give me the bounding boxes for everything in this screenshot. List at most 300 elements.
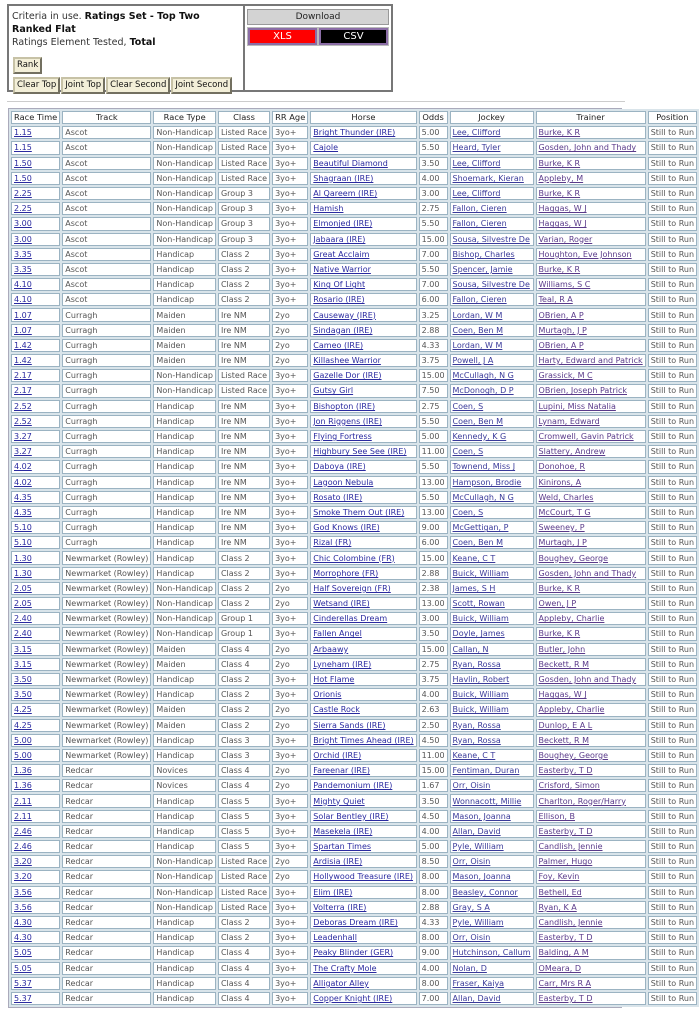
header-horse[interactable]: Horse	[310, 111, 416, 124]
trainer-link[interactable]: Appleby, Charlie	[538, 614, 605, 624]
trainer-link[interactable]: Ellison, B	[538, 811, 575, 821]
cell-race-type: Handicap	[153, 491, 216, 504]
jockey-link[interactable]: Ryan, Rossa	[452, 735, 501, 745]
horse-link[interactable]: Orionis	[313, 690, 342, 700]
joint-top-button[interactable]: Joint Top	[61, 77, 105, 94]
race-time-link[interactable]: 5.05	[14, 963, 32, 973]
horse-link[interactable]: Highbury See See (IRE)	[313, 447, 407, 457]
trainer-link[interactable]: Haggas, W J	[538, 219, 587, 229]
horse-link[interactable]: Bright Times Ahead (IRE)	[313, 735, 414, 745]
horse-link[interactable]: Sierra Sands (IRE)	[313, 720, 386, 730]
trainer-link[interactable]: Burke, K R	[538, 264, 581, 274]
horse-link[interactable]: Beautiful Diamond	[313, 158, 388, 168]
jockey-link[interactable]: Buick, William	[452, 690, 509, 700]
trainer-link[interactable]: Burke, K R	[538, 583, 581, 593]
horse-link[interactable]: Cajole	[313, 143, 339, 153]
race-time-link[interactable]: 3.50	[14, 675, 32, 685]
trainer-link[interactable]: Burke, K R	[538, 189, 581, 199]
race-time-link[interactable]: 1.07	[14, 325, 32, 335]
race-time-link[interactable]: 3.56	[14, 902, 32, 912]
trainer-link[interactable]: Candlish, Jennie	[538, 918, 603, 928]
horse-link[interactable]: Jabaara (IRE)	[313, 234, 366, 244]
trainer-link[interactable]: Gosden, John and Thady	[538, 143, 637, 153]
race-time-link[interactable]: 5.00	[14, 750, 32, 760]
trainer-link[interactable]: Kinirons, A	[538, 477, 582, 487]
cell-rr-age: 3yo+	[272, 551, 308, 564]
race-time-link[interactable]: 3.50	[14, 690, 32, 700]
trainer-link[interactable]: Burke, K R	[538, 158, 581, 168]
race-time-link[interactable]: 3.15	[14, 644, 32, 654]
cell-class: Group 1	[218, 612, 270, 625]
trainer-link[interactable]: Teal, R A	[538, 295, 573, 305]
jockey-link[interactable]: Sousa, Silvestre De	[452, 234, 530, 244]
jockey-link[interactable]: Buick, William	[452, 614, 509, 624]
jockey-link[interactable]: Lordan, W M	[452, 340, 503, 350]
jockey-link[interactable]: Gray, S A	[452, 902, 490, 912]
cell-position: Still to Run	[648, 627, 697, 640]
jockey-link[interactable]: Shoemark, Kieran	[452, 173, 524, 183]
horse-link[interactable]: God Knows (IRE)	[313, 523, 380, 533]
horse-link[interactable]: Cameo (IRE)	[313, 340, 364, 350]
jockey-link[interactable]: James, S H	[452, 583, 496, 593]
trainer-link[interactable]: Appleby, M	[538, 173, 584, 183]
jockey-link[interactable]: Coen, Ben M	[452, 538, 504, 548]
cell-track: Curragh	[62, 445, 151, 458]
trainer-link[interactable]: OBrien, A P	[538, 310, 584, 320]
jockey-link[interactable]: Wonnacott, Millie	[452, 796, 522, 806]
jockey-link[interactable]: Hutchinson, Callum	[452, 948, 531, 958]
header-trainer[interactable]: Trainer	[536, 111, 646, 124]
header-race-type[interactable]: Race Type	[153, 111, 216, 124]
jockey-link[interactable]: Lee, Clifford	[452, 158, 501, 168]
horse-link[interactable]: Shagraan (IRE)	[313, 173, 374, 183]
horse-link[interactable]: Spartan Times	[313, 842, 372, 852]
jockey-link[interactable]: Powell, J A	[452, 356, 494, 366]
trainer-link[interactable]: Candlish, Jennie	[538, 842, 603, 852]
horse-link[interactable]: Alligator Alley	[313, 978, 369, 988]
cell-jockey	[450, 582, 534, 595]
race-time-link[interactable]: 3.56	[14, 887, 32, 897]
jockey-link[interactable]: Lee, Clifford	[452, 189, 501, 199]
race-time-link[interactable]: 5.10	[14, 538, 32, 548]
race-time-link[interactable]: 4.25	[14, 720, 32, 730]
jockey-link[interactable]: Lordan, W M	[452, 310, 503, 320]
jockey-link[interactable]: Ryan, Rossa	[452, 720, 501, 730]
race-time-link[interactable]: 5.10	[14, 523, 32, 533]
table-row	[11, 992, 697, 1005]
jockey-link[interactable]: Orr, Oisin	[452, 933, 491, 943]
horse-link[interactable]: King Of Light	[313, 280, 366, 290]
horse-link[interactable]: Arbaawy	[313, 644, 349, 654]
horse-link[interactable]: The Crafty Mole	[313, 963, 377, 973]
race-time-link[interactable]: 2.17	[14, 371, 32, 381]
horse-link[interactable]: Smoke Them Out (IRE)	[313, 507, 405, 517]
header-jockey[interactable]: Jockey	[450, 111, 534, 124]
jockey-link[interactable]: McGettigan, P	[452, 523, 509, 533]
horse-link[interactable]: Hot Flame	[313, 675, 355, 685]
jockey-link[interactable]: Spencer, Jamie	[452, 264, 513, 274]
horse-link[interactable]: Flying Fortress	[313, 432, 372, 442]
horse-link[interactable]: Causeway (IRE)	[313, 310, 376, 320]
download-csv-button[interactable]: CSV	[319, 28, 388, 45]
trainer-link[interactable]: OBrien, A P	[538, 340, 584, 350]
race-time-link[interactable]: 4.10	[14, 295, 32, 305]
race-time-link[interactable]: 1.50	[14, 158, 32, 168]
race-time-link[interactable]: 4.02	[14, 462, 32, 472]
race-time-link[interactable]: 1.42	[14, 356, 32, 366]
jockey-link[interactable]: Heard, Tyler	[452, 143, 501, 153]
race-time-link[interactable]: 3.20	[14, 872, 32, 882]
race-time-link[interactable]: 3.15	[14, 659, 32, 669]
horse-link[interactable]: Half Sovereign (FR)	[313, 583, 391, 593]
trainer-link[interactable]: Easterby, T D	[538, 993, 593, 1003]
horse-link[interactable]: Fallen Angel	[313, 629, 362, 639]
horse-link[interactable]: Chic Colombine (FR)	[313, 553, 395, 563]
race-time-link[interactable]: 1.30	[14, 568, 32, 578]
table-row	[11, 400, 697, 413]
jockey-link[interactable]: Coen, Ben M	[452, 416, 504, 426]
trainer-link[interactable]: Dunlop, E A L	[538, 720, 593, 730]
cell-race-time	[11, 901, 60, 914]
cell-class: Ire NM	[218, 339, 270, 352]
race-time-link[interactable]: 2.40	[14, 614, 32, 624]
cell-rr-age: 3yo+	[272, 202, 308, 215]
race-time-link[interactable]: 5.05	[14, 948, 32, 958]
cell-trainer	[536, 384, 646, 397]
race-time-link[interactable]: 4.30	[14, 918, 32, 928]
horse-link[interactable]: Deboras Dream (IRE)	[313, 918, 398, 928]
race-time-link[interactable]: 2.11	[14, 796, 32, 806]
jockey-link[interactable]: Havlin, Robert	[452, 675, 510, 685]
horse-link[interactable]: Masekela (IRE)	[313, 826, 373, 836]
trainer-link[interactable]: Appleby, Charlie	[538, 705, 605, 715]
trainer-link[interactable]: Easterby, T D	[538, 766, 593, 776]
trainer-link[interactable]: Gosden, John and Thady	[538, 568, 637, 578]
table-row	[11, 810, 697, 823]
jockey-link[interactable]: Fallon, Cieren	[452, 219, 507, 229]
jockey-link[interactable]: Keane, C T	[452, 750, 496, 760]
race-time-link[interactable]: 4.25	[14, 705, 32, 715]
trainer-link[interactable]: Crisford, Simon	[538, 781, 600, 791]
trainer-link[interactable]: Carr, Mrs R A	[538, 978, 592, 988]
header-track[interactable]: Track	[62, 111, 151, 124]
horse-link[interactable]: Wetsand (IRE)	[313, 599, 370, 609]
race-time-link[interactable]: 3.00	[14, 234, 32, 244]
horse-link[interactable]: Hamish	[313, 204, 344, 214]
horse-link[interactable]: Rizal (FR)	[313, 538, 352, 548]
cell-trainer	[536, 354, 646, 367]
trainer-link[interactable]: Lupini, Miss Natalia	[538, 401, 616, 411]
jockey-link[interactable]: Ryan, Rossa	[452, 659, 501, 669]
trainer-link[interactable]: Burke, K R	[538, 128, 581, 138]
jockey-link[interactable]: Doyle, James	[452, 629, 505, 639]
cell-track: Curragh	[62, 536, 151, 549]
jockey-link[interactable]: Keane, C T	[452, 553, 496, 563]
horse-link[interactable]: Rosato (IRE)	[313, 492, 363, 502]
cell-class: Class 3	[218, 749, 270, 762]
jockey-link[interactable]: Sousa, Silvestre De	[452, 280, 530, 290]
trainer-link[interactable]: Donohoe, R	[538, 462, 586, 472]
jockey-link[interactable]: Nolan, D	[452, 963, 487, 973]
horse-link[interactable]: Jon Riggens (IRE)	[313, 416, 383, 426]
jockey-link[interactable]: Mason, Joanna	[452, 811, 511, 821]
trainer-link[interactable]: Harty, Edward and Patrick	[538, 356, 643, 366]
cell-horse	[310, 749, 416, 762]
jockey-link[interactable]: Pyle, William	[452, 842, 504, 852]
clear-second-button[interactable]: Clear Second	[106, 77, 170, 94]
race-time-link[interactable]: 2.52	[14, 401, 32, 411]
horse-link[interactable]: Lyneham (IRE)	[313, 659, 372, 669]
cell-trainer	[536, 551, 646, 564]
cell-track: Redcar	[62, 870, 151, 883]
race-time-link[interactable]: 2.17	[14, 386, 32, 396]
trainer-link[interactable]: Beckett, R M	[538, 735, 589, 745]
jockey-link[interactable]: Bishop, Charles	[452, 249, 515, 259]
cell-horse	[310, 597, 416, 610]
jockey-link[interactable]: Buick, William	[452, 705, 509, 715]
race-time-link[interactable]: 2.05	[14, 583, 32, 593]
cell-horse	[310, 217, 416, 230]
horse-link[interactable]: Great Acclaim	[313, 249, 370, 259]
jockey-link[interactable]: Callan, N	[452, 644, 489, 654]
cell-horse	[310, 324, 416, 337]
horse-link[interactable]: Pandemonium (IRE)	[313, 781, 393, 791]
race-time-link[interactable]: 2.05	[14, 599, 32, 609]
cell-horse	[310, 521, 416, 534]
jockey-link[interactable]: McDonogh, D P	[452, 386, 514, 396]
horse-link[interactable]: Peaky Blinder (GER)	[313, 948, 394, 958]
horse-link[interactable]: Hollywood Treasure (IRE)	[313, 872, 414, 882]
jockey-link[interactable]: Fentiman, Duran	[452, 766, 520, 776]
jockey-link[interactable]: Buick, William	[452, 568, 509, 578]
cell-trainer	[536, 521, 646, 534]
cell-odds: 7.50	[419, 384, 448, 397]
trainer-link[interactable]: Charlton, Roger/Harry	[538, 796, 626, 806]
jockey-link[interactable]: Lee, Clifford	[452, 128, 501, 138]
horse-link[interactable]: Morrophore (FR)	[313, 568, 379, 578]
cell-race-time	[11, 324, 60, 337]
horse-link[interactable]: Elmonjed (IRE)	[313, 219, 373, 229]
horse-link[interactable]: Sindagan (IRE)	[313, 325, 373, 335]
cell-position: Still to Run	[648, 658, 697, 671]
cell-race-type: Handicap	[153, 688, 216, 701]
race-time-link[interactable]: 1.30	[14, 553, 32, 563]
cell-rr-age: 3yo+	[272, 946, 308, 959]
jockey-link[interactable]: Coen, S	[452, 507, 484, 517]
race-time-link[interactable]: 1.15	[14, 143, 32, 153]
trainer-link[interactable]: Grassick, M C	[538, 371, 593, 381]
horse-link[interactable]: Fareenar (IRE)	[313, 766, 371, 776]
cell-track: Newmarket (Rowley)	[62, 749, 151, 762]
cell-position: Still to Run	[648, 673, 697, 686]
horse-link[interactable]: Solar Bentley (IRE)	[313, 811, 389, 821]
horse-link[interactable]: Daboya (IRE)	[313, 462, 366, 472]
jockey-link[interactable]: Townend, Miss J	[452, 462, 516, 472]
trainer-link[interactable]: Burke, K R	[538, 629, 581, 639]
cell-position: Still to Run	[648, 126, 697, 139]
jockey-link[interactable]: Allan, David	[452, 826, 501, 836]
trainer-link[interactable]: Owen, J P	[538, 599, 577, 609]
download-xls-button[interactable]: XLS	[248, 28, 317, 45]
horse-link[interactable]: Gazelle Dor (IRE)	[313, 371, 382, 381]
race-time-link[interactable]: 3.00	[14, 219, 32, 229]
race-time-link[interactable]: 2.46	[14, 826, 32, 836]
trainer-link[interactable]: Lynam, Edward	[538, 416, 600, 426]
trainer-link[interactable]: Varian, Roger	[538, 234, 593, 244]
trainer-link[interactable]: Easterby, T D	[538, 933, 593, 943]
trainer-link[interactable]: Sweeney, P	[538, 523, 585, 533]
clear-top-button[interactable]: Clear Top	[13, 77, 60, 94]
race-time-link[interactable]: 1.50	[14, 173, 32, 183]
trainer-link[interactable]: Williams, S C	[538, 280, 591, 290]
jockey-link[interactable]: McCullagh, N G	[452, 492, 514, 502]
horse-link[interactable]: Gutsy Girl	[313, 386, 354, 396]
horse-link[interactable]: Native Warrior	[313, 264, 371, 274]
jockey-link[interactable]: Coen, Ben M	[452, 325, 504, 335]
trainer-link[interactable]: Beckett, R M	[538, 659, 589, 669]
header-odds[interactable]: Odds	[419, 111, 448, 124]
cell-position: Still to Run	[648, 855, 697, 868]
horse-link[interactable]: Al Qareem (IRE)	[313, 189, 378, 199]
trainer-link[interactable]: Haggas, W J	[538, 204, 587, 214]
race-time-link[interactable]: 3.35	[14, 249, 32, 259]
race-time-link[interactable]: 1.15	[14, 128, 32, 138]
jockey-link[interactable]: Orr, Oisin	[452, 781, 491, 791]
horse-link[interactable]: Cinderellas Dream	[313, 614, 388, 624]
cell-position: Still to Run	[648, 551, 697, 564]
race-time-link[interactable]: 1.07	[14, 310, 32, 320]
jockey-link[interactable]: McCullagh, N G	[452, 371, 514, 381]
race-time-link[interactable]: 2.52	[14, 416, 32, 426]
trainer-link[interactable]: Ryan, K A	[538, 902, 577, 912]
horse-link[interactable]: Rosario (IRE)	[313, 295, 365, 305]
race-time-link[interactable]: 1.36	[14, 781, 32, 791]
cell-odds: 2.38	[419, 582, 448, 595]
trainer-link[interactable]: Foy, Kevin	[538, 872, 580, 882]
jockey-link[interactable]: Fraser, Kaiya	[452, 978, 505, 988]
horse-link[interactable]: Copper Knight (IRE)	[313, 993, 393, 1003]
trainer-link[interactable]: Houghton, Eve Johnson	[538, 249, 632, 259]
trainer-link[interactable]: Haggas, W J	[538, 690, 587, 700]
trainer-link[interactable]: Bethell, Ed	[538, 887, 582, 897]
horse-link[interactable]: Elim (IRE)	[313, 887, 353, 897]
cell-rr-age: 3yo+	[272, 886, 308, 899]
table-row	[11, 946, 697, 959]
horse-link[interactable]: Mighty Quiet	[313, 796, 365, 806]
race-time-link[interactable]: 1.36	[14, 766, 32, 776]
race-time-link[interactable]: 4.10	[14, 280, 32, 290]
trainer-link[interactable]: Cromwell, Gavin Patrick	[538, 432, 634, 442]
jockey-link[interactable]: Fallon, Cieren	[452, 204, 507, 214]
trainer-link[interactable]: Gosden, John and Thady	[538, 675, 637, 685]
race-time-link[interactable]: 2.46	[14, 842, 32, 852]
header-rr-age[interactable]: RR Age	[272, 111, 308, 124]
race-time-link[interactable]: 5.00	[14, 735, 32, 745]
race-time-link[interactable]: 4.35	[14, 492, 32, 502]
jockey-link[interactable]: Beasley, Connor	[452, 887, 518, 897]
cell-race-time	[11, 521, 60, 534]
trainer-link[interactable]: Balding, A M	[538, 948, 589, 958]
jockey-link[interactable]: Coen, S	[452, 447, 484, 457]
race-time-link[interactable]: 4.35	[14, 507, 32, 517]
horse-link[interactable]: Bright Thunder (IRE)	[313, 128, 396, 138]
horse-link[interactable]: Ardisia (IRE)	[313, 857, 363, 867]
race-time-link[interactable]: 5.37	[14, 978, 32, 988]
race-time-link[interactable]: 1.42	[14, 340, 32, 350]
trainer-link[interactable]: Boughey, George	[538, 553, 609, 563]
table-header-row	[11, 111, 697, 124]
trainer-link[interactable]: Boughey, George	[538, 750, 609, 760]
joint-second-button[interactable]: Joint Second	[171, 77, 232, 94]
jockey-link[interactable]: Orr, Oisin	[452, 857, 491, 867]
cell-track: Newmarket (Rowley)	[62, 612, 151, 625]
horse-link[interactable]: Castle Rock	[313, 705, 360, 715]
race-time-link[interactable]: 3.27	[14, 447, 32, 457]
cell-class: Ire NM	[218, 476, 270, 489]
trainer-link[interactable]: Slattery, Andrew	[538, 447, 606, 457]
horse-link[interactable]: Orchid (IRE)	[313, 750, 362, 760]
trainer-link[interactable]: Palmer, Hugo	[538, 857, 593, 867]
race-time-link[interactable]: 4.02	[14, 477, 32, 487]
trainer-link[interactable]: Easterby, T D	[538, 826, 593, 836]
ratings-element: Total	[129, 37, 156, 48]
cell-jockey	[450, 977, 534, 990]
rank-button[interactable]: Rank	[13, 57, 42, 74]
jockey-link[interactable]: Pyle, William	[452, 918, 504, 928]
jockey-link[interactable]: Fallon, Cieren	[452, 295, 507, 305]
trainer-link[interactable]: Weld, Charles	[538, 492, 594, 502]
horse-link[interactable]: Lagoon Nebula	[313, 477, 374, 487]
horse-link[interactable]: Killashee Warrior	[313, 356, 381, 366]
race-time-link[interactable]: 2.25	[14, 189, 32, 199]
jockey-link[interactable]: Scott, Rowan	[452, 599, 505, 609]
trainer-link[interactable]: McCourt, T G	[538, 507, 591, 517]
race-time-link[interactable]: 2.11	[14, 811, 32, 821]
trainer-link[interactable]: OMeara, D	[538, 963, 581, 973]
race-time-link[interactable]: 2.25	[14, 204, 32, 214]
horse-link[interactable]: Bishopton (IRE)	[313, 401, 376, 411]
race-time-link[interactable]: 5.37	[14, 993, 32, 1003]
cell-odds: 13.00	[419, 476, 448, 489]
cell-race-time	[11, 141, 60, 154]
cell-jockey	[450, 445, 534, 458]
header-race-time[interactable]: Race Time	[11, 111, 60, 124]
race-time-link[interactable]: 2.40	[14, 629, 32, 639]
jockey-link[interactable]: Coen, S	[452, 401, 484, 411]
trainer-link[interactable]: Butler, John	[538, 644, 586, 654]
horse-link[interactable]: Volterra (IRE)	[313, 902, 367, 912]
jockey-link[interactable]: Hampson, Brodie	[452, 477, 522, 487]
trainer-link[interactable]: Murtagh, J P	[538, 325, 587, 335]
cell-race-type: Handicap	[153, 278, 216, 291]
trainer-link[interactable]: Murtagh, J P	[538, 538, 587, 548]
header-class[interactable]: Class	[218, 111, 270, 124]
cell-race-type: Non-Handicap	[153, 870, 216, 883]
jockey-link[interactable]: Kennedy, K G	[452, 432, 507, 442]
cell-class: Ire NM	[218, 308, 270, 321]
race-time-link[interactable]: 3.35	[14, 264, 32, 274]
trainer-link[interactable]: OBrien, Joseph Patrick	[538, 386, 627, 396]
cell-jockey	[450, 430, 534, 443]
header-position[interactable]: Position	[648, 111, 697, 124]
cell-rr-age: 3yo+	[272, 278, 308, 291]
race-time-link[interactable]: 3.27	[14, 432, 32, 442]
race-time-link[interactable]: 4.30	[14, 933, 32, 943]
race-time-link[interactable]: 3.20	[14, 857, 32, 867]
jockey-link[interactable]: Allan, David	[452, 993, 501, 1003]
horse-link[interactable]: Leadenhall	[313, 933, 357, 943]
jockey-link[interactable]: Mason, Joanna	[452, 872, 511, 882]
